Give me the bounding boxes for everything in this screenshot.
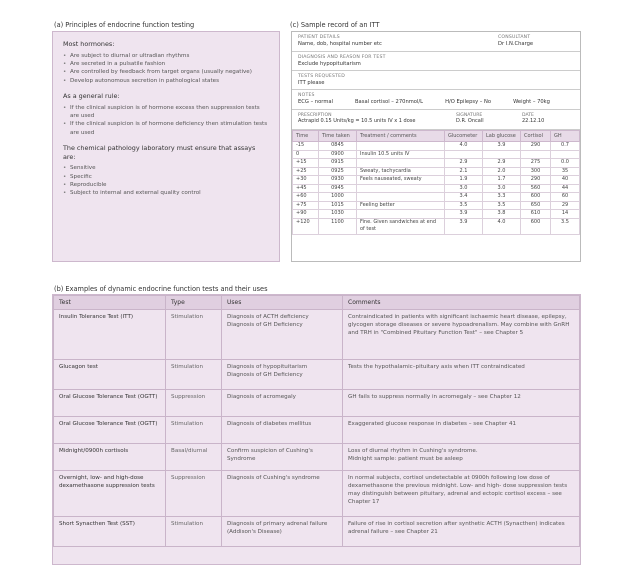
gh-cell: 14 — [551, 210, 580, 219]
treatment-cell: Feeling better — [357, 201, 445, 210]
lab-glucose-cell: 2.9 — [483, 159, 521, 168]
diagnosis-value: Exclude hypopituitarism — [298, 61, 361, 67]
diagnosis-block — [292, 52, 580, 71]
table-row — [293, 167, 580, 176]
lab-glucose-cell — [483, 150, 521, 159]
gh-cell: 0.0 — [551, 159, 580, 168]
time-taken-cell: 1015 — [319, 201, 357, 210]
uses-cell: Confirm suspicion of Cushing's Syndrome — [222, 444, 343, 471]
table-row — [54, 444, 580, 471]
uses-cell: Diagnosis of hypopituitarism Diagnosis of GH Deficiency — [222, 360, 343, 390]
lab-glucose-cell: 3.9 — [483, 142, 521, 151]
lab-glucose-cell: 3.3 — [483, 193, 521, 202]
uses-cell: Diagnosis of acromegaly — [222, 390, 343, 417]
gh-cell: 3.5 — [551, 218, 580, 234]
table-row — [293, 210, 580, 219]
time-cell: +90 — [293, 210, 319, 219]
consultant-value: Dr I.N.Charge — [498, 41, 534, 47]
type-cell: Stimulation — [166, 360, 222, 390]
function-tests-table — [53, 295, 580, 547]
time-cell: +75 — [293, 201, 319, 210]
time-taken-cell: 1000 — [319, 193, 357, 202]
col-type: Type — [166, 296, 222, 310]
time-taken-cell: 0900 — [319, 150, 357, 159]
hormones-list — [63, 52, 269, 86]
type-cell: Stimulation — [166, 517, 222, 547]
rule-heading: As a general rule: — [63, 92, 120, 101]
treatment-cell: Fine. Given sandwiches at end of test — [357, 218, 445, 234]
table-row — [293, 159, 580, 168]
notes-block — [292, 90, 580, 110]
panel-c-title: (c) Sample record of an ITT — [290, 21, 380, 29]
treatment-cell — [357, 210, 445, 219]
test-cell: Midnight/0900h cortisols — [54, 444, 166, 471]
test-cell: Glucagon test — [54, 360, 166, 390]
panel-b-title: (b) Examples of dynamic endocrine function tests and their uses — [54, 285, 268, 293]
gh-cell — [551, 150, 580, 159]
uses-cell: Diagnosis of Cushing's syndrome — [222, 471, 343, 517]
time-cell: +15 — [293, 159, 319, 168]
table-row — [293, 218, 580, 234]
panel-a-title: (a) Principles of endocrine function testing — [54, 21, 195, 29]
signature-label: SIGNATURE — [456, 113, 483, 118]
col-time: Time — [293, 131, 319, 142]
notes-line — [298, 99, 575, 106]
type-cell: Stimulation — [166, 417, 222, 444]
table-row — [293, 193, 580, 202]
uses-cell: Diagnosis of diabetes mellitus — [222, 417, 343, 444]
tests-label: TESTS REQUESTED — [298, 74, 345, 79]
treatment-cell — [357, 193, 445, 202]
list-item: • Reproducible — [63, 181, 269, 189]
list-item: • Subject to internal and external quality control — [63, 189, 269, 197]
time-taken-cell: 0915 — [319, 159, 357, 168]
col-lab-glucose: Lab glucose — [483, 131, 521, 142]
cortisol-cell: 600 — [521, 218, 551, 234]
cortisol-cell: 650 — [521, 201, 551, 210]
glucometer-cell: 2.1 — [445, 167, 483, 176]
notes-weight: Weight – 70kg — [513, 99, 550, 105]
rule-list — [63, 104, 269, 138]
consultant-label: CONSULTANT — [498, 35, 531, 40]
lab-glucose-cell: 3.5 — [483, 201, 521, 210]
uses-cell: Diagnosis of ACTH deficiency Diagnosis of GH Deficiency — [222, 310, 343, 360]
glucometer-cell: 3.5 — [445, 201, 483, 210]
cortisol-cell: 290 — [521, 176, 551, 185]
test-cell: Short Synacthen Test (SST) — [54, 517, 166, 547]
comments-cell: Loss of diurnal rhythm in Cushing's syndrome. Midnight sample: patient must be asleep — [343, 444, 580, 471]
col-comments: Comments — [343, 296, 580, 310]
gh-cell: 60 — [551, 193, 580, 202]
date-value: 22.12.10 — [522, 118, 545, 124]
glucometer-cell: 1.9 — [445, 176, 483, 185]
glucometer-cell: 3.0 — [445, 184, 483, 193]
cortisol-cell: 290 — [521, 142, 551, 151]
time-cell: -15 — [293, 142, 319, 151]
table-row — [293, 150, 580, 159]
cortisol-cell: 275 — [521, 159, 551, 168]
time-cell: 0 — [293, 150, 319, 159]
prescription-block — [292, 110, 580, 130]
list-item: • Sensitive — [63, 164, 269, 172]
treatment-cell — [357, 142, 445, 151]
glucometer-cell: 4.0 — [445, 142, 483, 151]
time-taken-cell: 0925 — [319, 167, 357, 176]
list-item: • Develop autonomous secretion in pathological states — [63, 77, 269, 85]
glucometer-cell: 3.9 — [445, 218, 483, 234]
test-cell: Overnight, low- and high-dose dexamethasone suppression tests — [54, 471, 166, 517]
patient-block — [292, 32, 580, 52]
table-row — [54, 471, 580, 517]
tests-block — [292, 71, 580, 90]
diagnosis-label: DIAGNOSIS AND REASON FOR TEST — [298, 55, 386, 60]
treatment-cell: Sweaty, tachycardia — [357, 167, 445, 176]
prescription-value: Actrapid 0.15 Units/kg = 10.5 units IV x 1 dose — [298, 118, 416, 124]
col-time-taken: Time taken — [319, 131, 357, 142]
function-tests-panel — [52, 294, 581, 565]
prescription-label: PRESCRIPTION — [298, 113, 332, 118]
treatment-cell — [357, 184, 445, 193]
cortisol-cell: 300 — [521, 167, 551, 176]
cortisol-cell: 560 — [521, 184, 551, 193]
time-cell: +120 — [293, 218, 319, 234]
col-gh: GH — [551, 131, 580, 142]
uses-cell: Diagnosis of primary adrenal failure (Addison's Disease) — [222, 517, 343, 547]
glucometer-cell: 3.4 — [445, 193, 483, 202]
comments-cell: Exaggerated glucose response in diabetes – see Chapter 41 — [343, 417, 580, 444]
gh-cell: 29 — [551, 201, 580, 210]
comments-cell: Failure of rise in cortisol secretion after synthetic ACTH (Synacthen) indicates adrenal failure – see Chapter 21 — [343, 517, 580, 547]
itt-results-table — [292, 130, 580, 235]
time-taken-cell: 0930 — [319, 176, 357, 185]
treatment-cell: Insulin 10.5 units IV — [357, 150, 445, 159]
type-cell: Suppression — [166, 390, 222, 417]
lab-list — [63, 164, 269, 198]
hormones-heading: Most hormones: — [63, 40, 115, 48]
notes-ecg: ECG – normal — [298, 99, 333, 105]
type-cell: Basal/diurnal — [166, 444, 222, 471]
time-cell: +45 — [293, 184, 319, 193]
comments-cell: Tests the hypothalamic–pituitary axis when ITT contraindicated — [343, 360, 580, 390]
time-taken-cell: 0945 — [319, 184, 357, 193]
time-taken-cell: 0845 — [319, 142, 357, 151]
lab-glucose-cell: 3.0 — [483, 184, 521, 193]
table-row — [54, 517, 580, 547]
table-row — [54, 360, 580, 390]
table-header-row — [293, 131, 580, 142]
list-item: • Specific — [63, 173, 269, 181]
test-cell: Oral Glucose Tolerance Test (OGTT) — [54, 390, 166, 417]
col-treatment: Treatment / comments — [357, 131, 445, 142]
list-item: • Are secreted in a pulsatile fashion — [63, 60, 269, 68]
list-item: • Are subject to diurnal or ultradian rhythms — [63, 52, 269, 60]
table-row — [293, 176, 580, 185]
test-cell: Oral Glucose Tolerance Test (OGTT) — [54, 417, 166, 444]
table-row — [54, 310, 580, 360]
list-item: • Are controlled by feedback from target organs (usually negative) — [63, 68, 269, 76]
signature-value: D.R. Oncall — [456, 118, 484, 124]
list-item: • If the clinical suspicion is of hormone excess then suppression tests are used — [63, 104, 269, 121]
time-taken-cell: 1030 — [319, 210, 357, 219]
time-taken-cell: 1100 — [319, 218, 357, 234]
type-cell: Suppression — [166, 471, 222, 517]
lab-glucose-cell: 1.7 — [483, 176, 521, 185]
cortisol-cell: 600 — [521, 193, 551, 202]
cortisol-cell: 610 — [521, 210, 551, 219]
table-row — [293, 142, 580, 151]
gh-cell: 40 — [551, 176, 580, 185]
itt-record-panel — [291, 31, 581, 262]
gh-cell: 0.7 — [551, 142, 580, 151]
table-row — [54, 417, 580, 444]
comments-cell: In normal subjects, cortisol undetectable at 0900h following low dose of dexamethasone the previous midnight. Low- and high- dose suppression tests may distinguish between pituitary, adrenal and ectopic cortisol excess – see Chapter 17 — [343, 471, 580, 517]
time-cell: +60 — [293, 193, 319, 202]
treatment-cell — [357, 159, 445, 168]
lab-glucose-cell: 2.0 — [483, 167, 521, 176]
treatment-cell: Feels nauseated, sweaty — [357, 176, 445, 185]
gh-cell: 44 — [551, 184, 580, 193]
date-label: DATE — [522, 113, 534, 118]
lab-glucose-cell: 3.8 — [483, 210, 521, 219]
notes-epilepsy: H/O Epilepsy – No — [445, 99, 492, 105]
glucometer-cell: 2.9 — [445, 159, 483, 168]
principles-panel — [52, 31, 280, 262]
test-cell: Insulin Tolerance Test (ITT) — [54, 310, 166, 360]
list-item: • If the clinical suspicion is of hormone deficiency then stimulation tests are used — [63, 120, 269, 137]
gh-cell: 35 — [551, 167, 580, 176]
lab-glucose-cell: 4.0 — [483, 218, 521, 234]
table-row — [293, 184, 580, 193]
time-cell: +25 — [293, 167, 319, 176]
table-row — [54, 390, 580, 417]
tests-value: ITT please — [298, 80, 325, 86]
comments-cell: GH fails to suppress normally in acromegaly – see Chapter 12 — [343, 390, 580, 417]
prescription-row — [298, 118, 575, 125]
patient-label: PATIENT DETAILS — [298, 35, 340, 40]
table-row — [293, 201, 580, 210]
col-test: Test — [54, 296, 166, 310]
patient-value: Name, dob, hospital number etc — [298, 41, 382, 47]
table-header-row — [54, 296, 580, 310]
col-cortisol: Cortisol — [521, 131, 551, 142]
notes-cortisol: Basal cortisol – 270nmol/L — [355, 99, 424, 105]
glucometer-cell: 3.9 — [445, 210, 483, 219]
col-glucometer: Glucometer — [445, 131, 483, 142]
notes-label: NOTES — [298, 93, 315, 98]
glucometer-cell — [445, 150, 483, 159]
time-cell: +30 — [293, 176, 319, 185]
type-cell: Stimulation — [166, 310, 222, 360]
comments-cell: Contraindicated in patients with significant ischaemic heart disease, epilepsy, glycogen storage diseases or severe hypoadrenalism. May combine with GnRH and TRH in "Combined Pituitary Function Test" – see Chapter 5 — [343, 310, 580, 360]
lab-heading: The chemical pathology laboratory must ensure that assays are: — [63, 144, 256, 161]
cortisol-cell — [521, 150, 551, 159]
col-uses: Uses — [222, 296, 343, 310]
